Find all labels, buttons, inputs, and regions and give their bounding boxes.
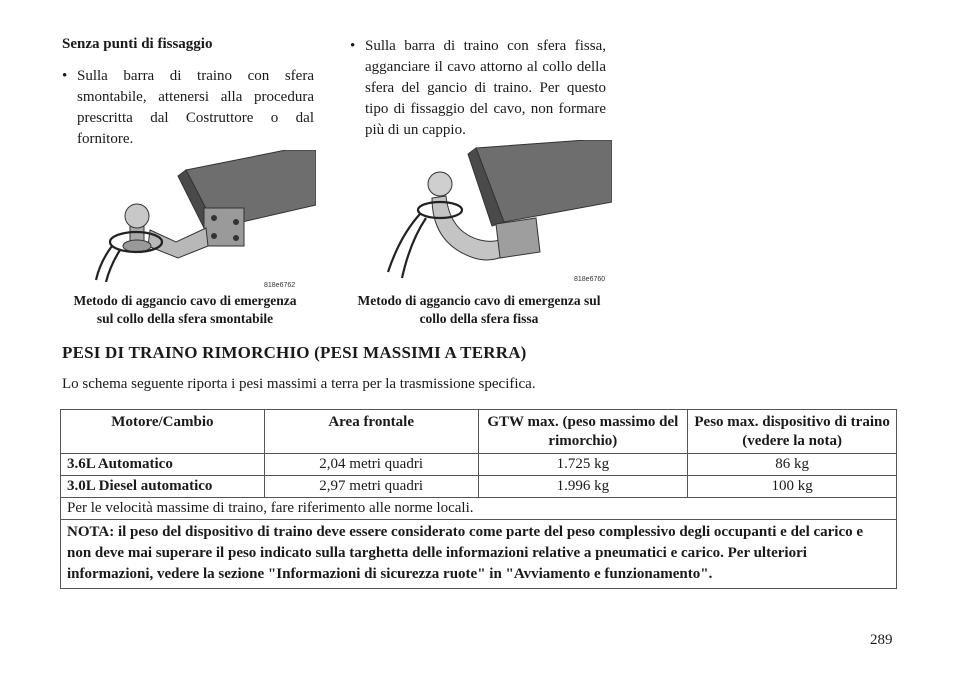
nota-note: NOTA: il peso del dispositivo di traino deve essere considerato come parte del peso complessivo degli occupanti e del carico e non deve mai superare il peso indicato sulla targhetta delle informazioni relative a pneumatici e carico. Per ulteriori informazioni, vedere la sezione "Informazioni di sicurezza ruote" in "Avviamento e funzionamento". [61, 520, 897, 589]
table-cell: 2,04 metri quadri [264, 454, 478, 476]
bullet-fixed-ball: • Sulla barra di traino con sfera fissa, agganciare il cavo attorno al collo della sfera del gancio di traino. Per questo tipo di fissaggio del cavo, non formare più di un cappio. [350, 36, 606, 141]
section-title: PESI DI TRAINO RIMORCHIO (PESI MASSIMI A TERRA) [62, 343, 527, 362]
figure-caption: Metodo di aggancio cavo di emergenza sul collo della sfera smontabile [73, 293, 297, 326]
table-cell: 3.6L Automatico [61, 454, 265, 476]
table-row [61, 498, 897, 520]
table-cell: 100 kg [688, 476, 897, 498]
table-header-row [61, 410, 897, 454]
table-row [61, 520, 897, 589]
column-header: Motore/Cambio [61, 410, 265, 454]
bullet-removable-ball: • Sulla barra di traino con sfera smontabile, attenersi alla procedura prescritta dal Costruttore o dal fornitore. [62, 66, 314, 150]
table-cell: 86 kg [688, 454, 897, 476]
figure-code: 818e6760 [574, 276, 606, 283]
figure-code: 818e6762 [264, 282, 296, 289]
left-bullet-list [62, 66, 314, 150]
fixed-ball-hitch-illustration [376, 140, 612, 288]
column-header: Peso max. dispositivo di traino (vedere la nota) [688, 410, 897, 454]
column-header: GTW max. (peso massimo del rimorchio) [478, 410, 688, 454]
column-header: Area frontale [264, 410, 478, 454]
table-cell: 3.0L Diesel automatico [61, 476, 265, 498]
figure-fixed-ball [376, 140, 612, 288]
figure-removable-ball [86, 150, 316, 290]
removable-ball-hitch-illustration [86, 150, 316, 290]
table-row [61, 454, 897, 476]
right-bullet-list [350, 36, 606, 141]
speed-note: Per le velocità massime di traino, fare riferimento alle norme locali. [61, 498, 897, 520]
page-number: 289 [870, 632, 893, 648]
subsection-heading: Senza punti di fissaggio [62, 36, 213, 52]
table-row [61, 476, 897, 498]
towing-weights-table [60, 409, 897, 589]
table-cell: 2,97 metri quadri [264, 476, 478, 498]
table-cell: 1.725 kg [478, 454, 688, 476]
figure-caption: Metodo di aggancio cavo di emergenza sul collo della sfera fissa [357, 293, 601, 326]
table-cell: 1.996 kg [478, 476, 688, 498]
section-intro: Lo schema seguente riporta i pesi massimi a terra per la trasmissione specifica. [62, 376, 536, 392]
